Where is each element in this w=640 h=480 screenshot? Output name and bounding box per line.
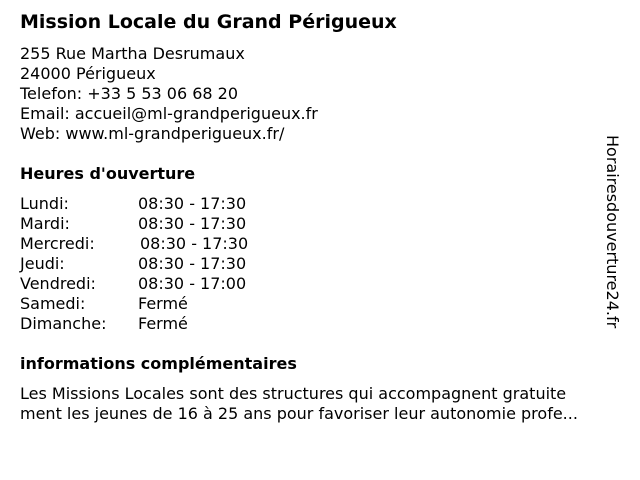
- email-line: Email: accueil@ml-grandperigueux.fr: [20, 104, 318, 123]
- info-line: Les Missions Locales sont des structures qui accompagnent gratuite: [20, 384, 567, 403]
- info-line: ment les jeunes de 16 à 25 ans pour favoriser leur autonomie profe...: [20, 404, 578, 423]
- street-address: 255 Rue Martha Desrumaux: [20, 44, 245, 63]
- additional-info-text: [20, 384, 632, 424]
- hours-value: 08:30 - 17:30: [140, 234, 249, 253]
- site-watermark: Horairesdouverture24.fr: [603, 135, 622, 329]
- hours-value: Fermé: [138, 294, 188, 313]
- page-title: Mission Locale du Grand Périgueux: [20, 11, 397, 33]
- web-line: Web: www.ml-grandperigueux.fr/: [20, 124, 285, 143]
- day-label: Jeudi:: [20, 254, 65, 273]
- hours-value: 08:30 - 17:30: [138, 254, 247, 273]
- hours-value: Fermé: [138, 314, 188, 333]
- hours-value: 08:30 - 17:30: [138, 194, 247, 213]
- day-label: Vendredi:: [20, 274, 96, 293]
- day-label: Samedi:: [20, 294, 86, 313]
- additional-info-heading: informations complémentaires: [20, 354, 297, 373]
- city-address: 24000 Périgueux: [20, 64, 156, 83]
- opening-hours-heading: Heures d'ouverture: [20, 164, 196, 183]
- hours-value: 08:30 - 17:30: [138, 214, 247, 233]
- address-block: [20, 44, 318, 144]
- hours-value: 08:30 - 17:00: [138, 274, 247, 293]
- day-label: Mercredi:: [20, 234, 95, 253]
- day-label: Dimanche:: [20, 314, 107, 333]
- day-label: Mardi:: [20, 214, 70, 233]
- phone-line: Telefon: +33 5 53 06 68 20: [20, 84, 239, 103]
- day-label: Lundi:: [20, 194, 69, 213]
